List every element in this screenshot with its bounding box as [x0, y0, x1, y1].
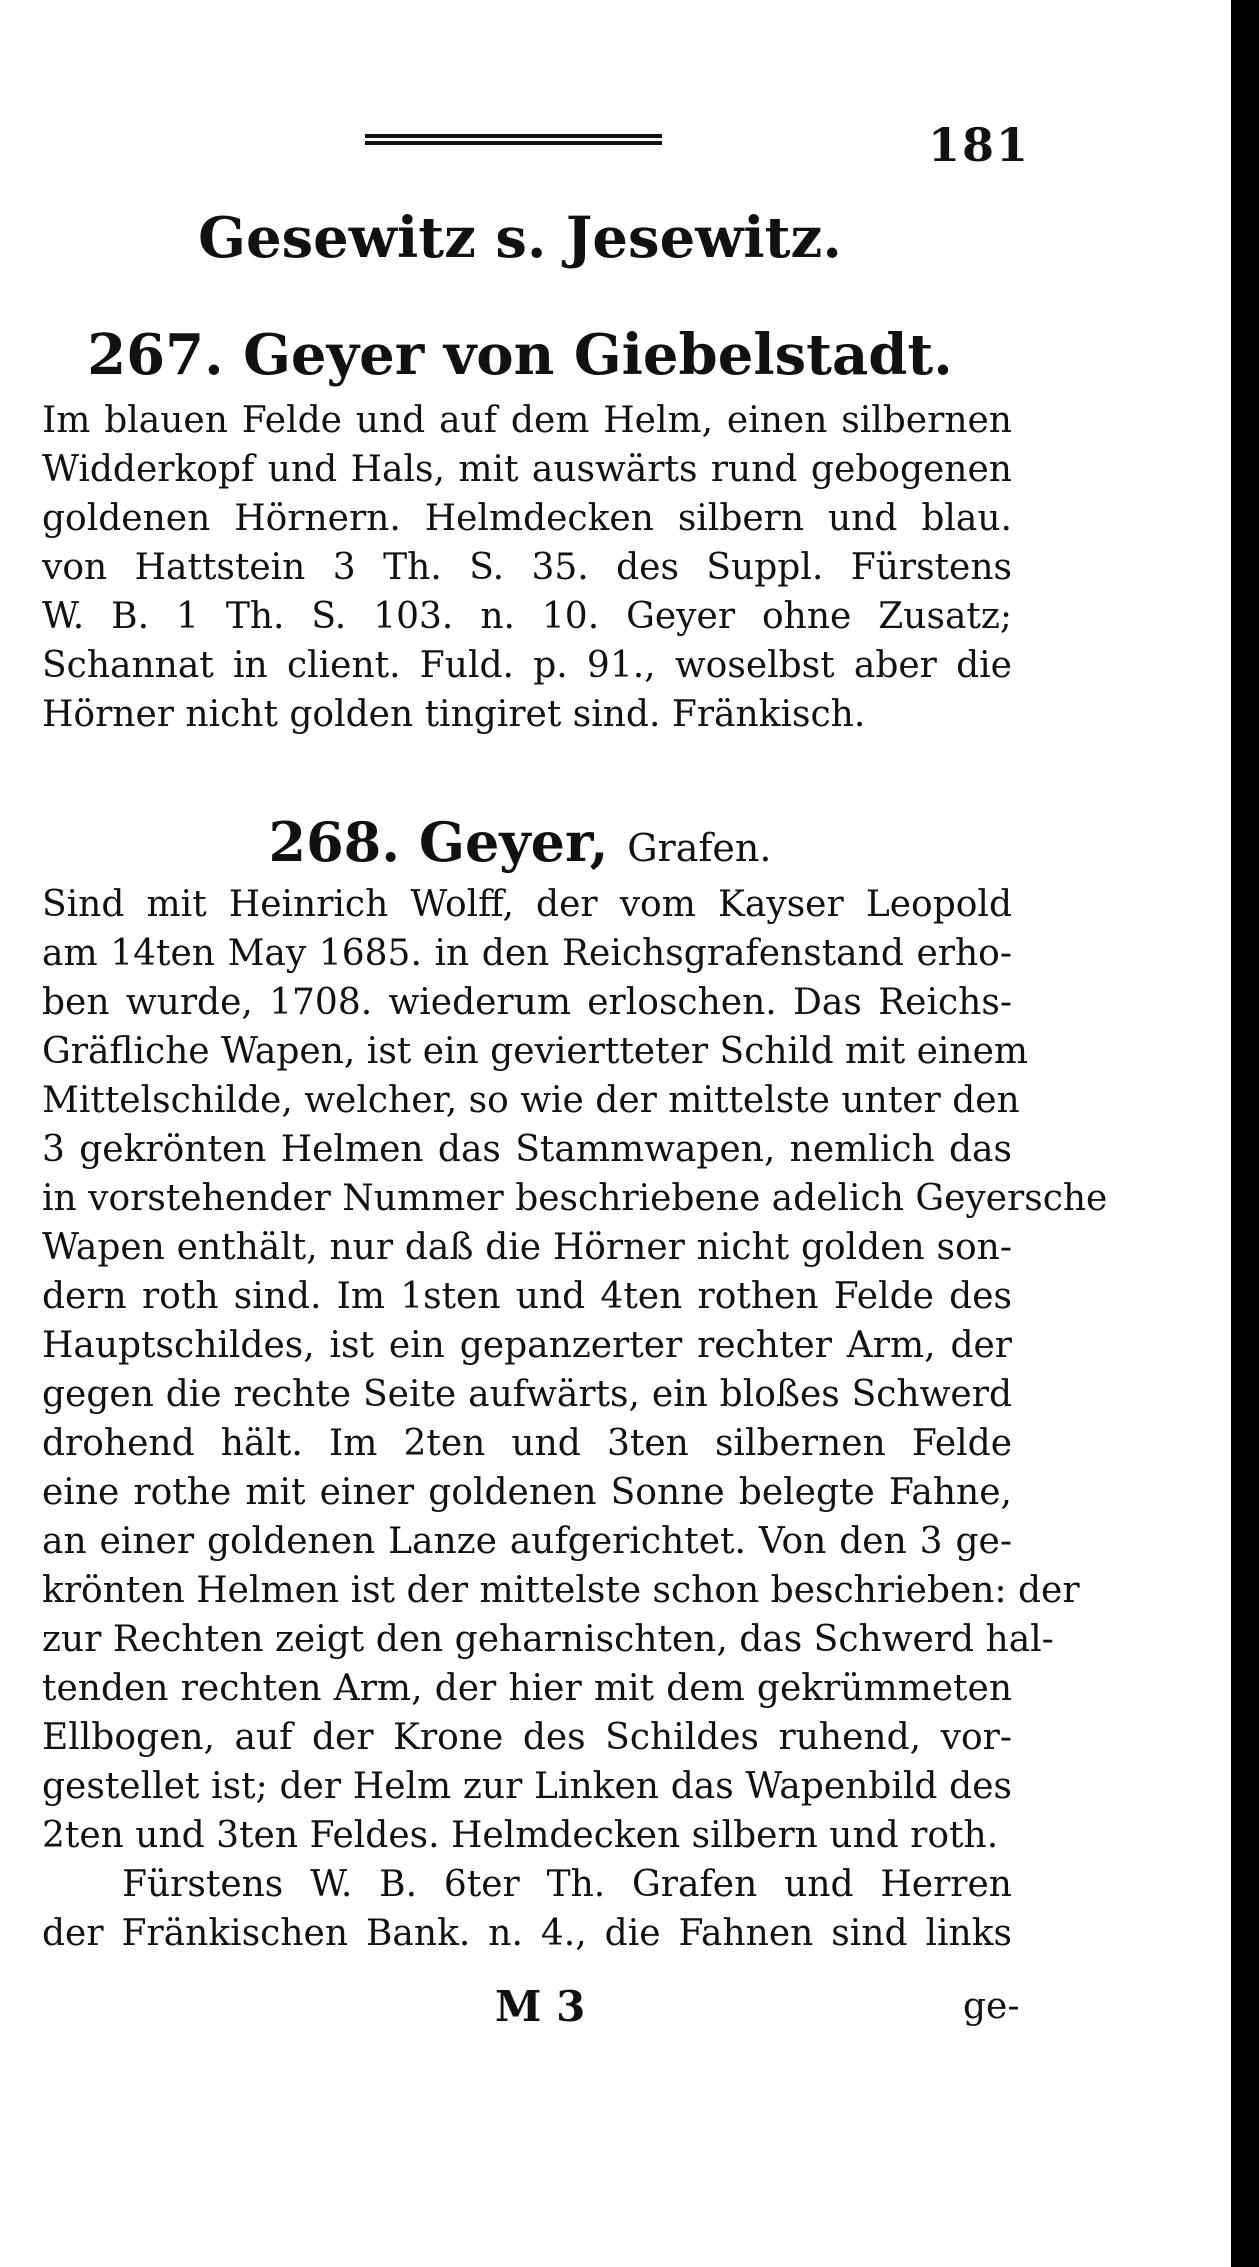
header-rule — [365, 134, 662, 146]
text-line: von Hattstein 3 Th. S. 35. des Suppl. Fürstens — [42, 547, 1012, 588]
text-line: Hauptschildes, ist ein gepanzerter rechter Arm, der — [42, 1325, 1012, 1366]
entry-267-text — [42, 396, 1012, 739]
text-line: Gräfliche Wapen, ist ein geviertteter Schild mit einem — [42, 1031, 1029, 1072]
text-line: Wapen enthält, nur daß die Hörner nicht golden son- — [42, 1227, 1012, 1268]
entry-267-heading: 267. Geyer von Giebelstadt. — [87, 322, 953, 388]
text-line: Widderkopf und Hals, mit auswärts rund gebogenen — [42, 449, 1012, 490]
text-line: in vorstehender Nummer beschriebene adelich Geyersche — [42, 1178, 1108, 1219]
text-line: Ellbogen, auf der Krone des Schildes ruhend, vor- — [42, 1717, 1012, 1758]
text-line: W. B. 1 Th. S. 103. n. 10. Geyer ohne Zusatz; — [42, 596, 1012, 637]
text-line: am 14ten May 1685. in den Reichsgrafenstand erho- — [42, 933, 1012, 974]
text-line: gegen die rechte Seite aufwärts, ein bloßes Schwerd — [42, 1374, 1012, 1415]
entry-268-text — [42, 880, 1108, 1958]
page-edge-shadow — [1231, 0, 1259, 2267]
text-line: Schannat in client. Fuld. p. 91., woselbst aber die — [42, 645, 1012, 686]
text-line: Hörner nicht golden tingiret sind. Fränkisch. — [42, 694, 866, 735]
text-line: goldenen Hörnern. Helmdecken silbern und blau. — [42, 498, 1012, 539]
text-line: zur Rechten zeigt den geharnischten, das Schwerd hal- — [42, 1619, 1054, 1660]
text-line: eine rothe mit einer goldenen Sonne belegte Fahne, — [42, 1472, 1012, 1513]
page-number: 181 — [928, 118, 1031, 172]
text-line: Mittelschilde, welcher, so wie der mittelste unter den — [42, 1080, 1020, 1121]
text-line: Sind mit Heinrich Wolff, der vom Kayser Leopold — [42, 884, 1012, 925]
text-line: 3 gekrönten Helmen das Stammwapen, nemlich das — [42, 1129, 1012, 1170]
cross-reference-heading: Gesewitz s. Jesewitz. — [198, 205, 842, 271]
text-line: an einer goldenen Lanze aufgerichtet. Von den 3 ge- — [42, 1521, 1012, 1562]
text-line: der Fränkischen Bank. n. 4., die Fahnen sind links — [42, 1913, 1012, 1954]
entry-268-title: 268. Geyer, — [268, 810, 609, 874]
text-line: ben wurde, 1708. wiederum erloschen. Das Reichs- — [42, 982, 1012, 1023]
catchword: ge- — [963, 1986, 1020, 2027]
entry-268-heading — [0, 810, 1040, 874]
text-line: dern roth sind. Im 1sten und 4ten rothen Felde des — [42, 1276, 1012, 1317]
text-line: Fürstens W. B. 6ter Th. Grafen und Herren — [122, 1864, 1012, 1905]
text-line: tenden rechten Arm, der hier mit dem gekrümmeten — [42, 1668, 1012, 1709]
text-line: 2ten und 3ten Feldes. Helmdecken silbern und roth. — [42, 1815, 999, 1856]
text-line: krönten Helmen ist der mittelste schon beschrieben: der — [42, 1570, 1080, 1611]
text-line: gestellet ist; der Helm zur Linken das Wapenbild des — [42, 1766, 1012, 1807]
entry-268-subtitle: Grafen. — [627, 826, 772, 870]
text-line: drohend hält. Im 2ten und 3ten silbernen Felde — [42, 1423, 1012, 1464]
text-line: Im blauen Felde und auf dem Helm, einen silbernen — [42, 400, 1012, 441]
signature-mark: M 3 — [495, 1982, 586, 2031]
